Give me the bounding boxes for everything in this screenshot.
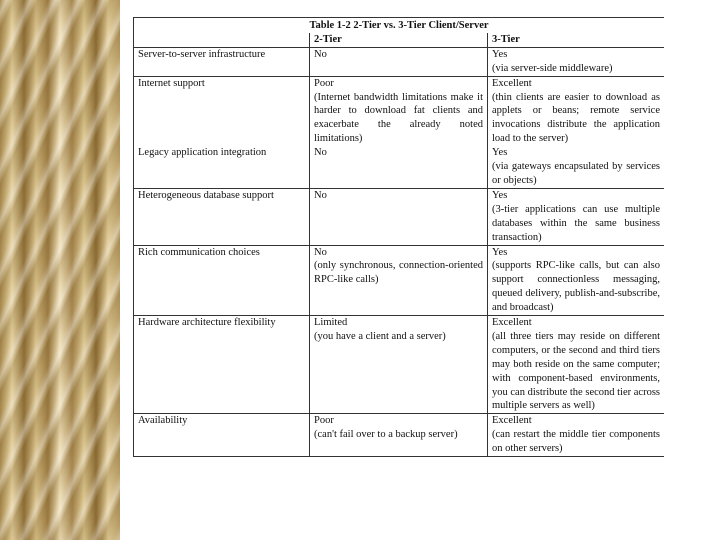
two-tier-cell — [310, 188, 488, 245]
two-tier-verdict: Limited — [314, 317, 348, 329]
three-tier-cell — [488, 47, 665, 76]
two-tier-verdict: No — [314, 147, 327, 159]
three-tier-verdict: Excellent — [492, 415, 532, 427]
feature-cell: Hardware architecture flexibility — [134, 316, 310, 414]
three-tier-detail: (thin clients are easier to download as applets or beans; remote service invocations distribute the application load to the server) — [492, 91, 661, 145]
table-row — [134, 414, 665, 457]
three-tier-verdict: Yes — [492, 147, 508, 159]
three-tier-detail: (via gateways encapsulated by services or objects) — [492, 161, 661, 186]
table-row — [134, 316, 665, 414]
feature-cell: Availability — [134, 414, 310, 457]
three-tier-verdict: Excellent — [492, 77, 532, 89]
table-row — [134, 146, 665, 188]
two-tier-cell — [310, 76, 488, 146]
table-row — [134, 76, 665, 146]
two-tier-detail: (only synchronous, connection-oriented RPC-like calls) — [314, 260, 483, 286]
three-tier-verdict: Excellent — [492, 317, 532, 329]
three-tier-cell — [488, 316, 665, 414]
comparison-table — [133, 17, 664, 457]
comparison-table-container — [133, 17, 664, 517]
three-tier-cell — [488, 414, 665, 457]
feature-cell: Internet support — [134, 76, 310, 146]
two-tier-verdict: Poor — [314, 77, 334, 89]
table-title: Table 1-2 2-Tier vs. 3-Tier Client/Server — [134, 18, 665, 33]
header-2-tier: 2-Tier — [310, 33, 488, 47]
two-tier-verdict: No — [314, 246, 327, 258]
three-tier-verdict: Yes — [492, 246, 508, 258]
three-tier-cell — [488, 188, 665, 245]
two-tier-verdict: Poor — [314, 415, 334, 427]
three-tier-detail: (3-tier applications can use multiple databases within the same business transaction) — [492, 203, 661, 243]
two-tier-cell — [310, 47, 488, 76]
three-tier-detail: (via server-side middleware) — [492, 62, 613, 74]
two-tier-verdict: No — [314, 189, 327, 201]
three-tier-verdict: Yes — [492, 189, 508, 201]
feature-cell: Server-to-server infrastructure — [134, 47, 310, 76]
three-tier-verdict: Yes — [492, 48, 508, 60]
two-tier-cell — [310, 245, 488, 316]
feature-cell: Heterogeneous database support — [134, 188, 310, 245]
feature-cell: Rich communication choices — [134, 245, 310, 316]
two-tier-detail: (Internet bandwidth limitations make it harder to download fat clients and exacerbate the already noted limitations) — [314, 91, 483, 145]
three-tier-cell — [488, 76, 665, 146]
table-row — [134, 47, 665, 76]
table-row — [134, 245, 665, 316]
two-tier-detail: (you have a client and a server) — [314, 330, 446, 342]
two-tier-cell — [310, 146, 488, 188]
two-tier-cell — [310, 316, 488, 414]
three-tier-cell — [488, 146, 665, 188]
gold-curtain-decoration — [0, 0, 120, 540]
three-tier-cell — [488, 245, 665, 316]
table-row — [134, 188, 665, 245]
header-feature — [134, 33, 310, 47]
header-3-tier: 3-Tier — [488, 33, 665, 47]
feature-cell: Legacy application integration — [134, 146, 310, 188]
three-tier-detail: (all three tiers may reside on different computers, or the second and third tiers may both reside on the same computer; with component-based environments, you can distribute the second tier across multiple servers as well) — [492, 330, 661, 412]
three-tier-detail: (can restart the middle tier components on other servers) — [492, 429, 661, 455]
two-tier-cell — [310, 414, 488, 457]
two-tier-verdict: No — [314, 48, 327, 60]
two-tier-detail: (can't fail over to a backup server) — [314, 429, 458, 441]
three-tier-detail: (supports RPC-like calls, but can also support connectionless messaging, queued delivery, publish-and-subscribe, and broadcast) — [492, 260, 661, 314]
